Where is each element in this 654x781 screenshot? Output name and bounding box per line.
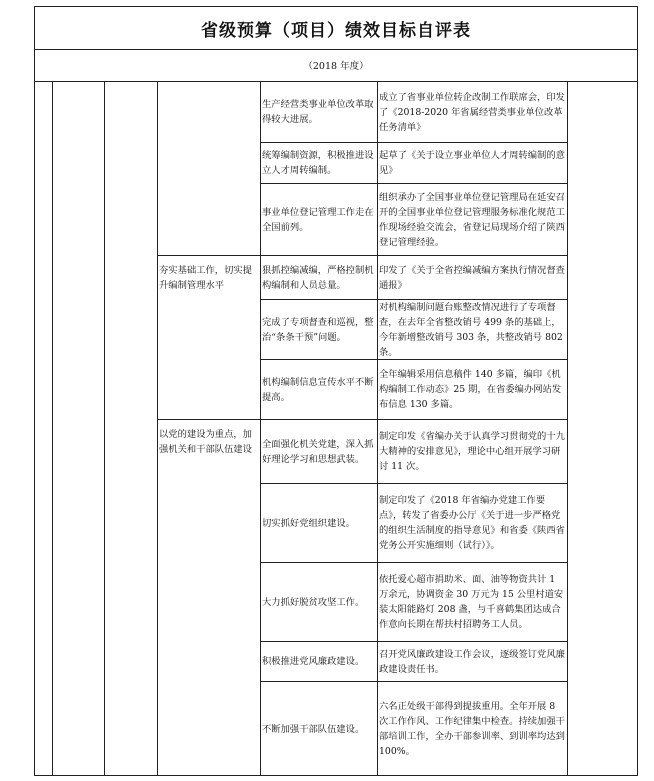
title-row: [35, 7, 637, 50]
result-cell: 印发了《关于全省控编减编方案执行情况督查通报》: [379, 264, 565, 291]
column-divider: [567, 81, 568, 775]
target-cell: 统筹编制资源，积极推进设立人才周转编制。: [262, 150, 374, 176]
target-cell: 生产经营类事业单位改革取得较大进展。: [262, 99, 374, 125]
result-cell: 召开党风廉政建设工作会议，逐级签订党风廉政建设责任书。: [379, 648, 565, 675]
column-divider: [52, 81, 53, 775]
category-cell: 以党的建设为重点，加强机关和干部队伍建设: [159, 429, 252, 455]
column-divider: [377, 81, 378, 775]
row-separator: [260, 641, 567, 642]
target-cell: 切实抓好党组织建设。: [262, 517, 355, 529]
column-divider: [157, 81, 158, 775]
result-cell: 全年编辑采用信息稿件 140 多篇，编印《机构编制工作动态》25 期，在省委编办网站发布信息 130 多篇。: [379, 369, 562, 410]
target-cell: 全面强化机关党建，深入抓好理论学习和思想武装。: [262, 438, 374, 465]
row-separator: [260, 419, 567, 420]
row-separator: [260, 299, 567, 300]
target-cell: 不断加强干部队伍建设。: [262, 723, 365, 735]
row-separator: [260, 183, 567, 184]
category-separator: [157, 255, 260, 256]
page-title: 省级预算（项目）绩效目标自评表: [201, 20, 471, 41]
result-cell: 制定印发了《2018 年省编办党建工作要点》，转发了省委办公厅《关于进一步严格党的组织生活制度的指导意见》和省委《陕西省党务公开实施细则（试行）》。: [379, 495, 565, 551]
result-cell: 组织承办了全国事业单位登记管理局在延安召开的全国事业单位登记管理服务标准化规范工作现场经验交流会，省登记局现场介绍了陕西登记管理经验。: [379, 191, 565, 248]
row-separator: [260, 562, 567, 563]
column-divider: [260, 81, 261, 775]
year-label: （2018 年度）: [303, 61, 369, 72]
evaluation-table: [34, 6, 638, 776]
target-cell: 完成了专项督查和巡视，整治“条条干预”问题。: [262, 316, 374, 343]
target-cell: 大力抓好脱贫攻坚工作。: [262, 596, 365, 608]
target-cell: 积极推进党风廉政建设。: [262, 656, 365, 667]
result-cell: 制定印发《省编办关于认真学习贯彻党的十九大精神的安排意见》，理论中心组开展学习研讨 11 次。: [379, 431, 565, 472]
year-row: [35, 49, 637, 82]
target-cell: 狠抓控编减编，严格控制机构编制和人员总量。: [262, 264, 374, 291]
target-cell: 机构编制信息宣传水平不断提高。: [262, 376, 374, 403]
row-separator: [260, 681, 567, 682]
row-separator: [260, 359, 567, 360]
row-separator: [260, 483, 567, 484]
category-separator: [157, 419, 260, 420]
result-cell: 六名正处级干部得到提拔重用。全年开展 8 次工作作风、工作纪律集中检查。持续加强干部培训工作，全办干部参训率、到训率均达到 100%。: [379, 701, 565, 757]
row-separator: [260, 255, 567, 256]
target-cell: 事业单位登记管理工作走在全国前列。: [262, 206, 374, 233]
result-cell: 成立了省事业单位转企改制工作联席会，印发了《2018-2020 年省属经营类事业单位改革任务清单》: [379, 91, 565, 133]
column-divider: [104, 81, 105, 775]
row-separator: [260, 142, 567, 143]
result-cell: 依托爱心超市捐助米、面、油等物资共计 1 万余元，协调资金 30 万元为 15 公里村道安装太阳能路灯 208 盏，与千喜鹤集团达成合作意向长期在帮扶村招聘务工人员。: [379, 574, 564, 630]
result-cell: 对机构编制问题台账整改情况进行了专项督查，在去年全省整改销号 499 条的基础上，今年新增整改销号 303 条，共整改销号 802 条。: [379, 301, 563, 358]
result-cell: 起草了《关于设立事业单位人才周转编制的意见》: [379, 150, 565, 176]
category-cell: 夯实基础工作，切实提升编制管理水平: [159, 265, 252, 291]
